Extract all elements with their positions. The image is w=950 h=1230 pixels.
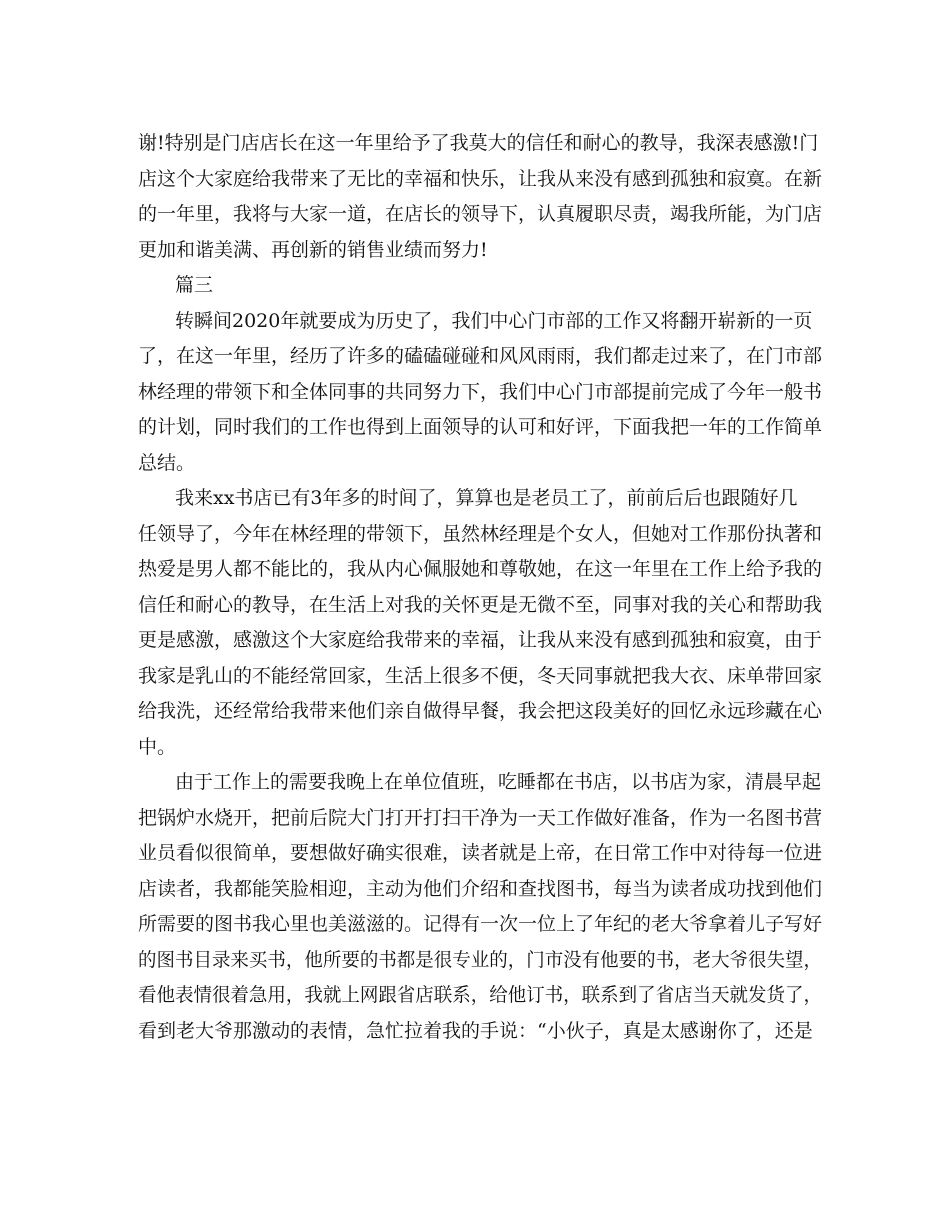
text-line: 我家是乳山的不能经常回家，生活上很多不便，冬天同事就把我大衣、床单带回家 [138,664,822,687]
text-line: 谢!特别是门店店长在这一年里给予了我莫大的信任和耐心的教导，我深表感激!门 [138,132,819,154]
text-line: 篇三 [175,274,214,296]
text-line: 任领导了，今年在林经理的带领下，虽然林经理是个女人，但她对工作那份执著和 [138,522,822,545]
text-line: 中。 [138,735,177,758]
text-line: 所需要的图书我心里也美滋滋的。记得有一次一位上了年纪的老大爷拿着儿子写好 [138,913,822,935]
text-line: 店这个大家庭给我带来了无比的幸福和快乐，让我从来没有感到孤独和寂寞。在新 [138,167,822,190]
text-line: 看他表情很着急用，我就上网跟省店联系，给他订书，联系到了省店当天就发货了， [138,984,822,1006]
text-line: 热爱是男人都不能比的，我从内心佩服她和尊敬她，在这一年里在工作上给予我的 [138,558,822,580]
text-line: 我来xx书店已有3年多的时间了，算算也是老员工了，前前后后也跟随好几 [175,487,798,509]
document-body [138,126,822,1049]
text-line: 给我洗，还经常给我带来他们亲自做得早餐，我会把这段美好的回忆永远珍藏在心 [138,700,822,722]
text-line: 总结。 [138,451,196,474]
text-line: 更是感激，感激这个大家庭给我带来的幸福，让我从来没有感到孤独和寂寞，由于 [138,629,822,651]
text-line: 更加和谐美满、再创新的销售业绩而努力! [138,238,488,261]
text-line: 的计划，同时我们的工作也得到上面领导的认可和好评，下面我把一年的工作简单 [138,416,822,438]
text-line: 把锅炉水烧开，把前后院大门打开打扫干净为一天工作做好准备，作为一名图书营 [138,806,822,829]
text-line: 由于工作上的需要我晚上在单位值班，吃睡都在书店，以书店为家，清晨早起 [175,771,822,793]
text-line: 业员看似很简单，要想做好确实很难，读者就是上帝，在日常工作中对待每一位进 [138,842,822,864]
text-line: 林经理的带领下和全体同事的共同努力下，我们中心门市部提前完成了今年一般书 [138,380,822,403]
text-line: 信任和耐心的教导，在生活上对我的关怀更是无微不至，同事对我的关心和帮助我 [138,593,822,616]
text-line: 的一年里，我将与大家一道，在店长的领导下，认真履职尽责，竭我所能，为门店 [138,203,822,225]
text-line: 的图书目录来买书，他所要的书都是很专业的，门市没有他要的书，老大爷很失望， [138,948,822,971]
text-line: 店读者，我都能笑脸相迎，主动为他们介绍和查找图书，每当为读者成功找到他们 [138,877,822,900]
text-line: 转瞬间2020年就要成为历史了，我们中心门市部的工作又将翻开崭新的一页 [175,309,813,332]
text-line: 了，在这一年里，经历了许多的磕磕碰碰和风风雨雨，我们都走过来了，在门市部 [138,345,822,367]
text-line: 看到老大爷那激动的表情，急忙拉着我的手说：“小伙子，真是太感谢你了，还是 [138,1019,813,1042]
